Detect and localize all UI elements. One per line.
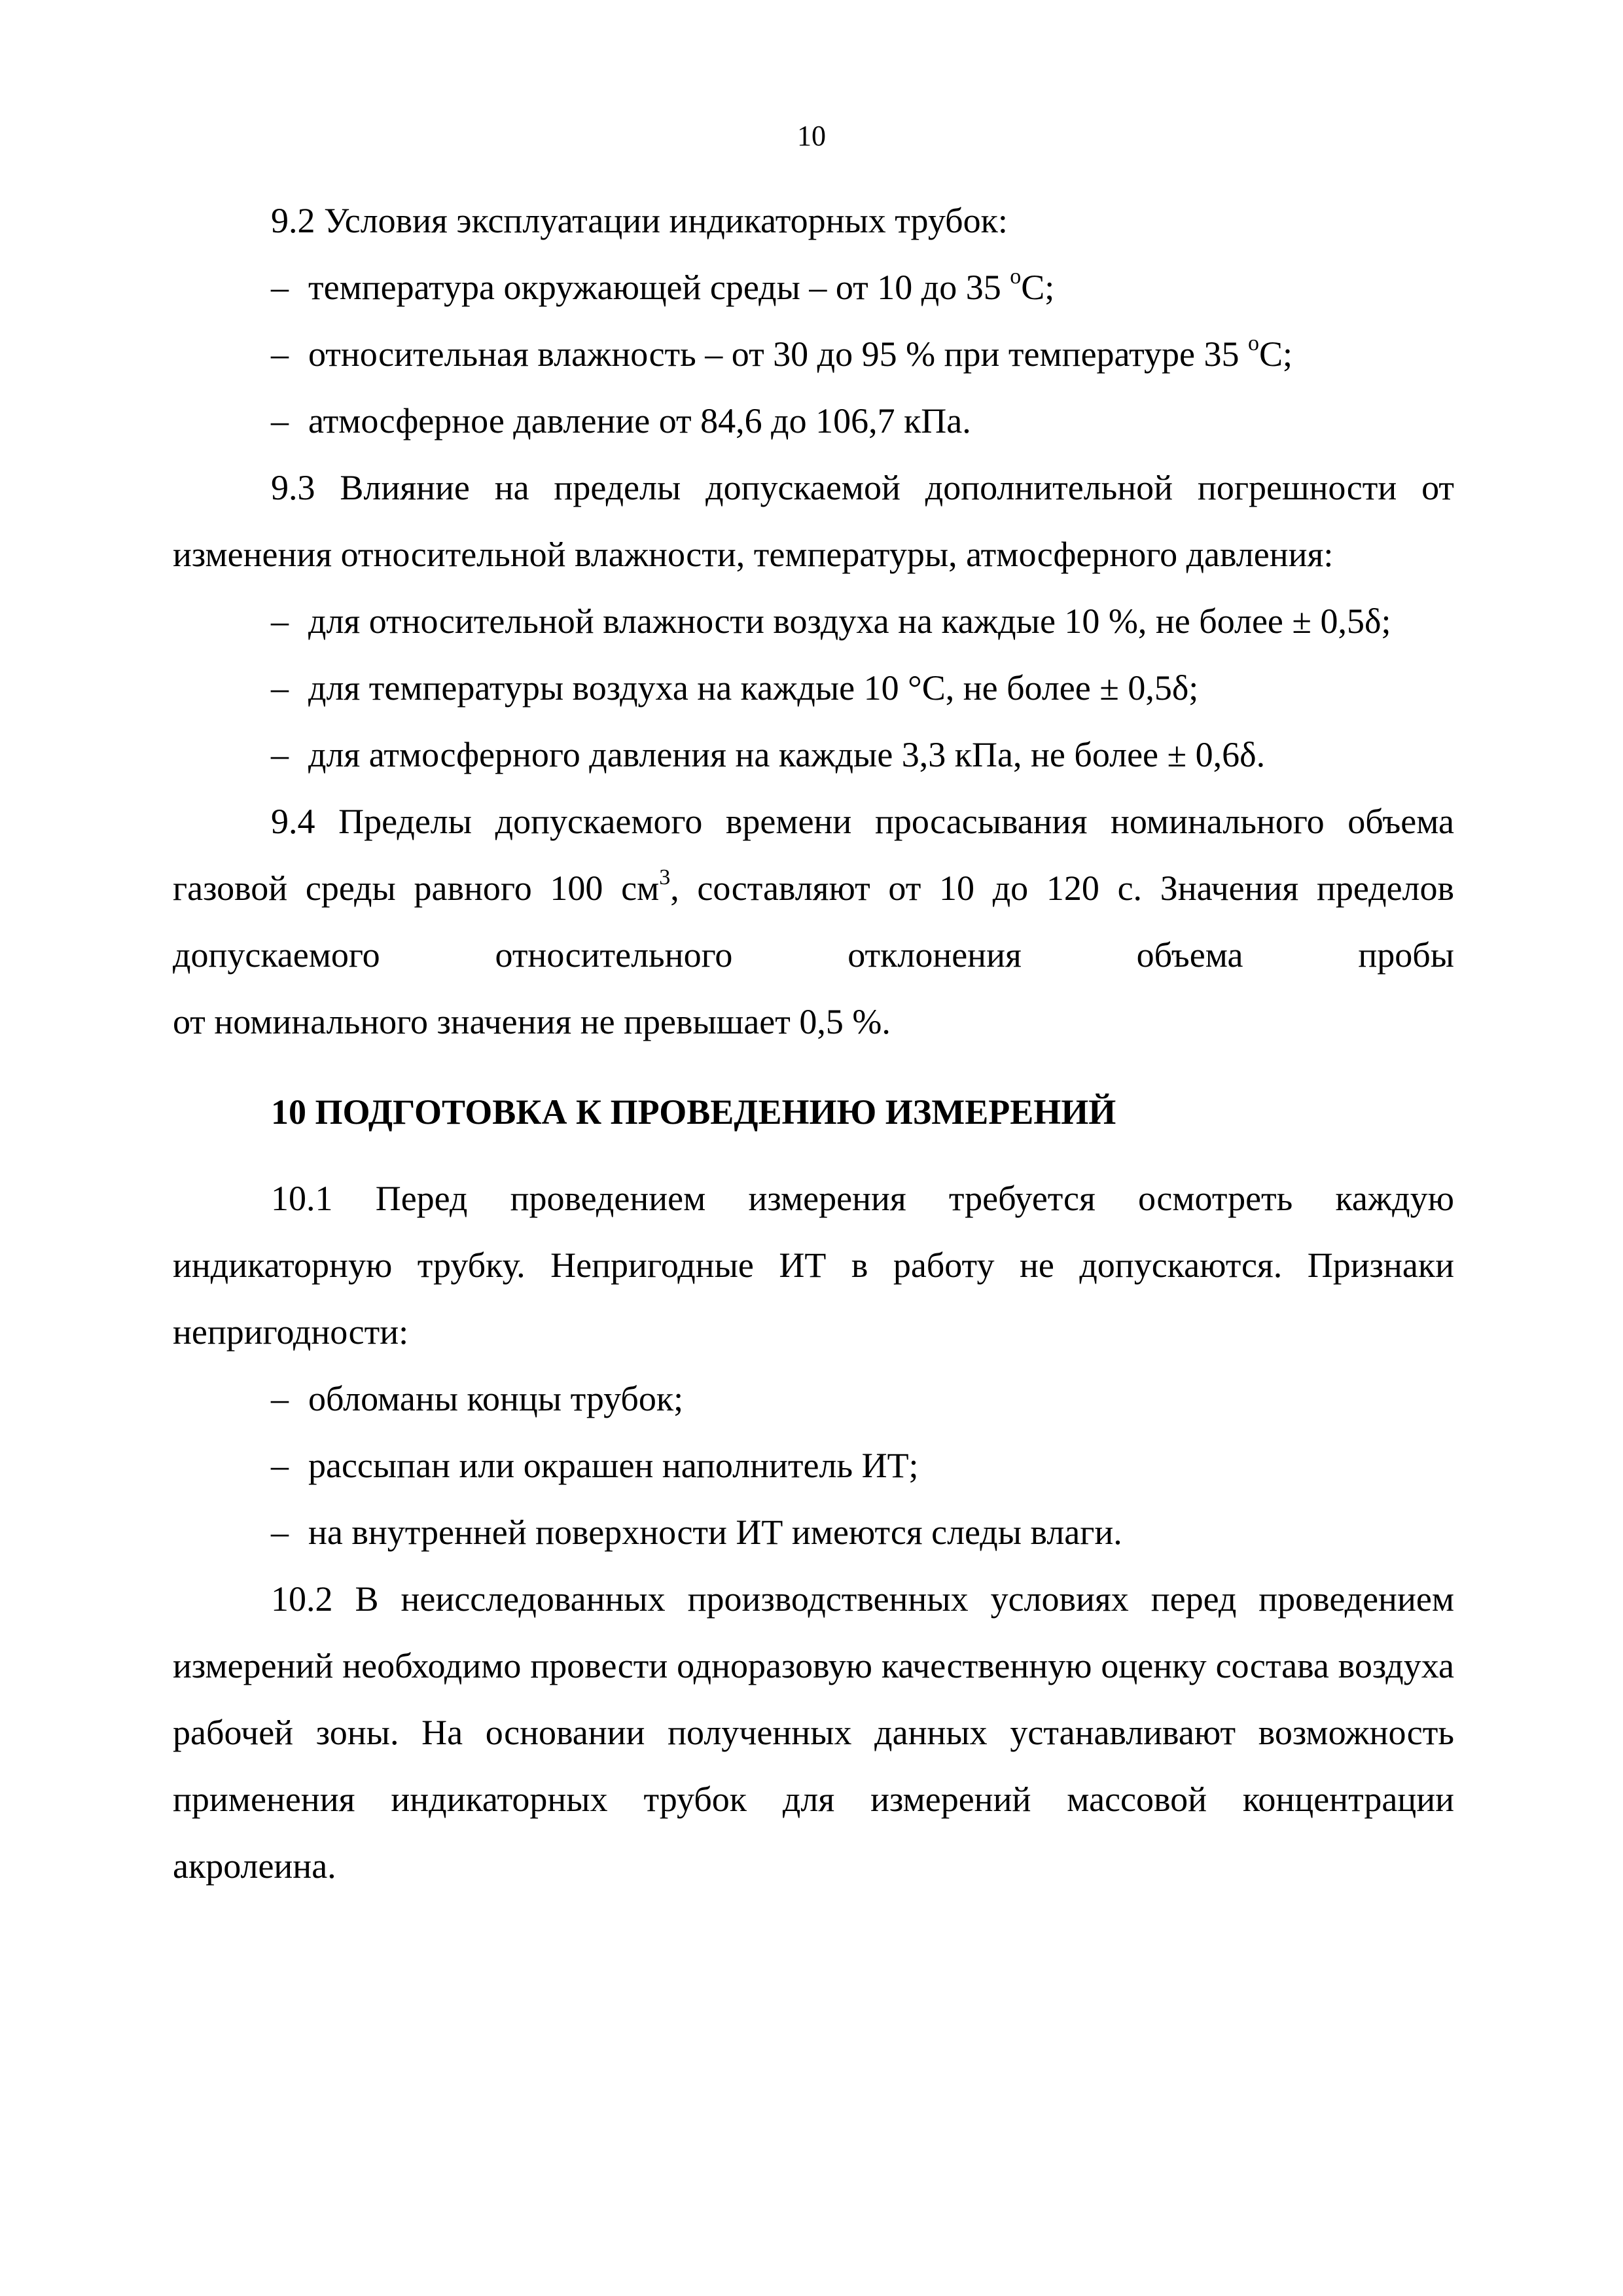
- list-item-text: рассыпан или окрашен наполнитель ИТ;: [308, 1446, 919, 1485]
- list-dash: –: [271, 735, 289, 774]
- list-item-pressure-error: [173, 721, 1454, 788]
- list-item-temperature: [173, 254, 1454, 321]
- list-dash: –: [271, 601, 289, 641]
- list-item-temperature-error: [173, 655, 1454, 721]
- list-item-spilled-filler: [173, 1432, 1454, 1499]
- section-9-block: [173, 187, 1454, 1899]
- paragraph-9-2: 9.2 Условия эксплуатации индикаторных трубок:: [271, 201, 1008, 240]
- list-dash: –: [271, 1513, 289, 1552]
- list-item-tail: С;: [1258, 334, 1293, 374]
- paragraph-9-4-last-line: от номинального значения не превышает 0,5 %.: [173, 1002, 891, 1041]
- list-item-humidity: [173, 321, 1454, 387]
- list-item-humidity-error: [173, 588, 1454, 655]
- degree-mark: о: [1010, 264, 1022, 289]
- paragraph-9-4-part2: , составляют от 10 до 120 с. Значения пределов допускаемого относительного отклонения объема пробы: [173, 869, 1454, 975]
- list-item-text: относительная влажность – от 30 до 95 % при температуре 35: [308, 334, 1248, 374]
- list-item-tail: С;: [1021, 268, 1055, 307]
- list-item-text: на внутренней поверхности ИТ имеются следы влаги.: [308, 1513, 1122, 1552]
- list-dash: –: [271, 668, 289, 708]
- paragraph-10-1: 10.1 Перед проведением измерения требуется осмотреть каждую индикаторную трубку. Непригодные ИТ в работу не допускаются. Признаки непригодности:: [173, 1179, 1454, 1352]
- paragraph-10-2: 10.2 В неисследованных производственных условиях перед проведением измерений необходимо провести одноразовую качественную оценку состава воздуха рабочей зоны. На основании полученных данных устанавливают возможность применения индикаторных трубок для измерений массовой концентрации акролеина.: [173, 1579, 1454, 1886]
- degree-mark: о: [1247, 331, 1259, 355]
- list-dash: –: [271, 401, 289, 440]
- paragraph-9-3: 9.3 Влияние на пределы допускаемой дополнительной погрешности от изменения относительной влажности, температуры, атмосферного давления:: [173, 468, 1454, 574]
- list-item-text: температура окружающей среды – от 10 до 35: [308, 268, 1010, 307]
- list-item-text: для температуры воздуха на каждые 10 °С, не более ± 0,5δ;: [308, 668, 1199, 708]
- list-dash: –: [271, 268, 289, 307]
- list-item-pressure: [173, 387, 1454, 454]
- list-item-text: для атмосферного давления на каждые 3,3 кПа, не более ± 0,6δ.: [308, 735, 1266, 774]
- list-item-moisture: [173, 1499, 1454, 1566]
- cubic-superscript: 3: [659, 865, 671, 889]
- paragraph-9-4-part1: 9.4 Пределы допускаемого времени просасывания номинального объема газовой среды равного 100 см: [173, 802, 1454, 908]
- paragraph-9-4: [173, 788, 1454, 988]
- list-item-broken-ends: [173, 1365, 1454, 1432]
- list-dash: –: [271, 1379, 289, 1418]
- list-dash: –: [271, 334, 289, 374]
- list-item-text: для относительной влажности воздуха на каждые 10 %, не более ± 0,5δ;: [308, 601, 1391, 641]
- list-item-text: атмосферное давление от 84,6 до 106,7 кПа.: [308, 401, 971, 440]
- page-number: 10: [797, 120, 826, 152]
- list-item-text: обломаны концы трубок;: [308, 1379, 684, 1418]
- list-dash: –: [271, 1446, 289, 1485]
- section-10-heading: 10 ПОДГОТОВКА К ПРОВЕДЕНИЮ ИЗМЕРЕНИЙ: [271, 1092, 1116, 1132]
